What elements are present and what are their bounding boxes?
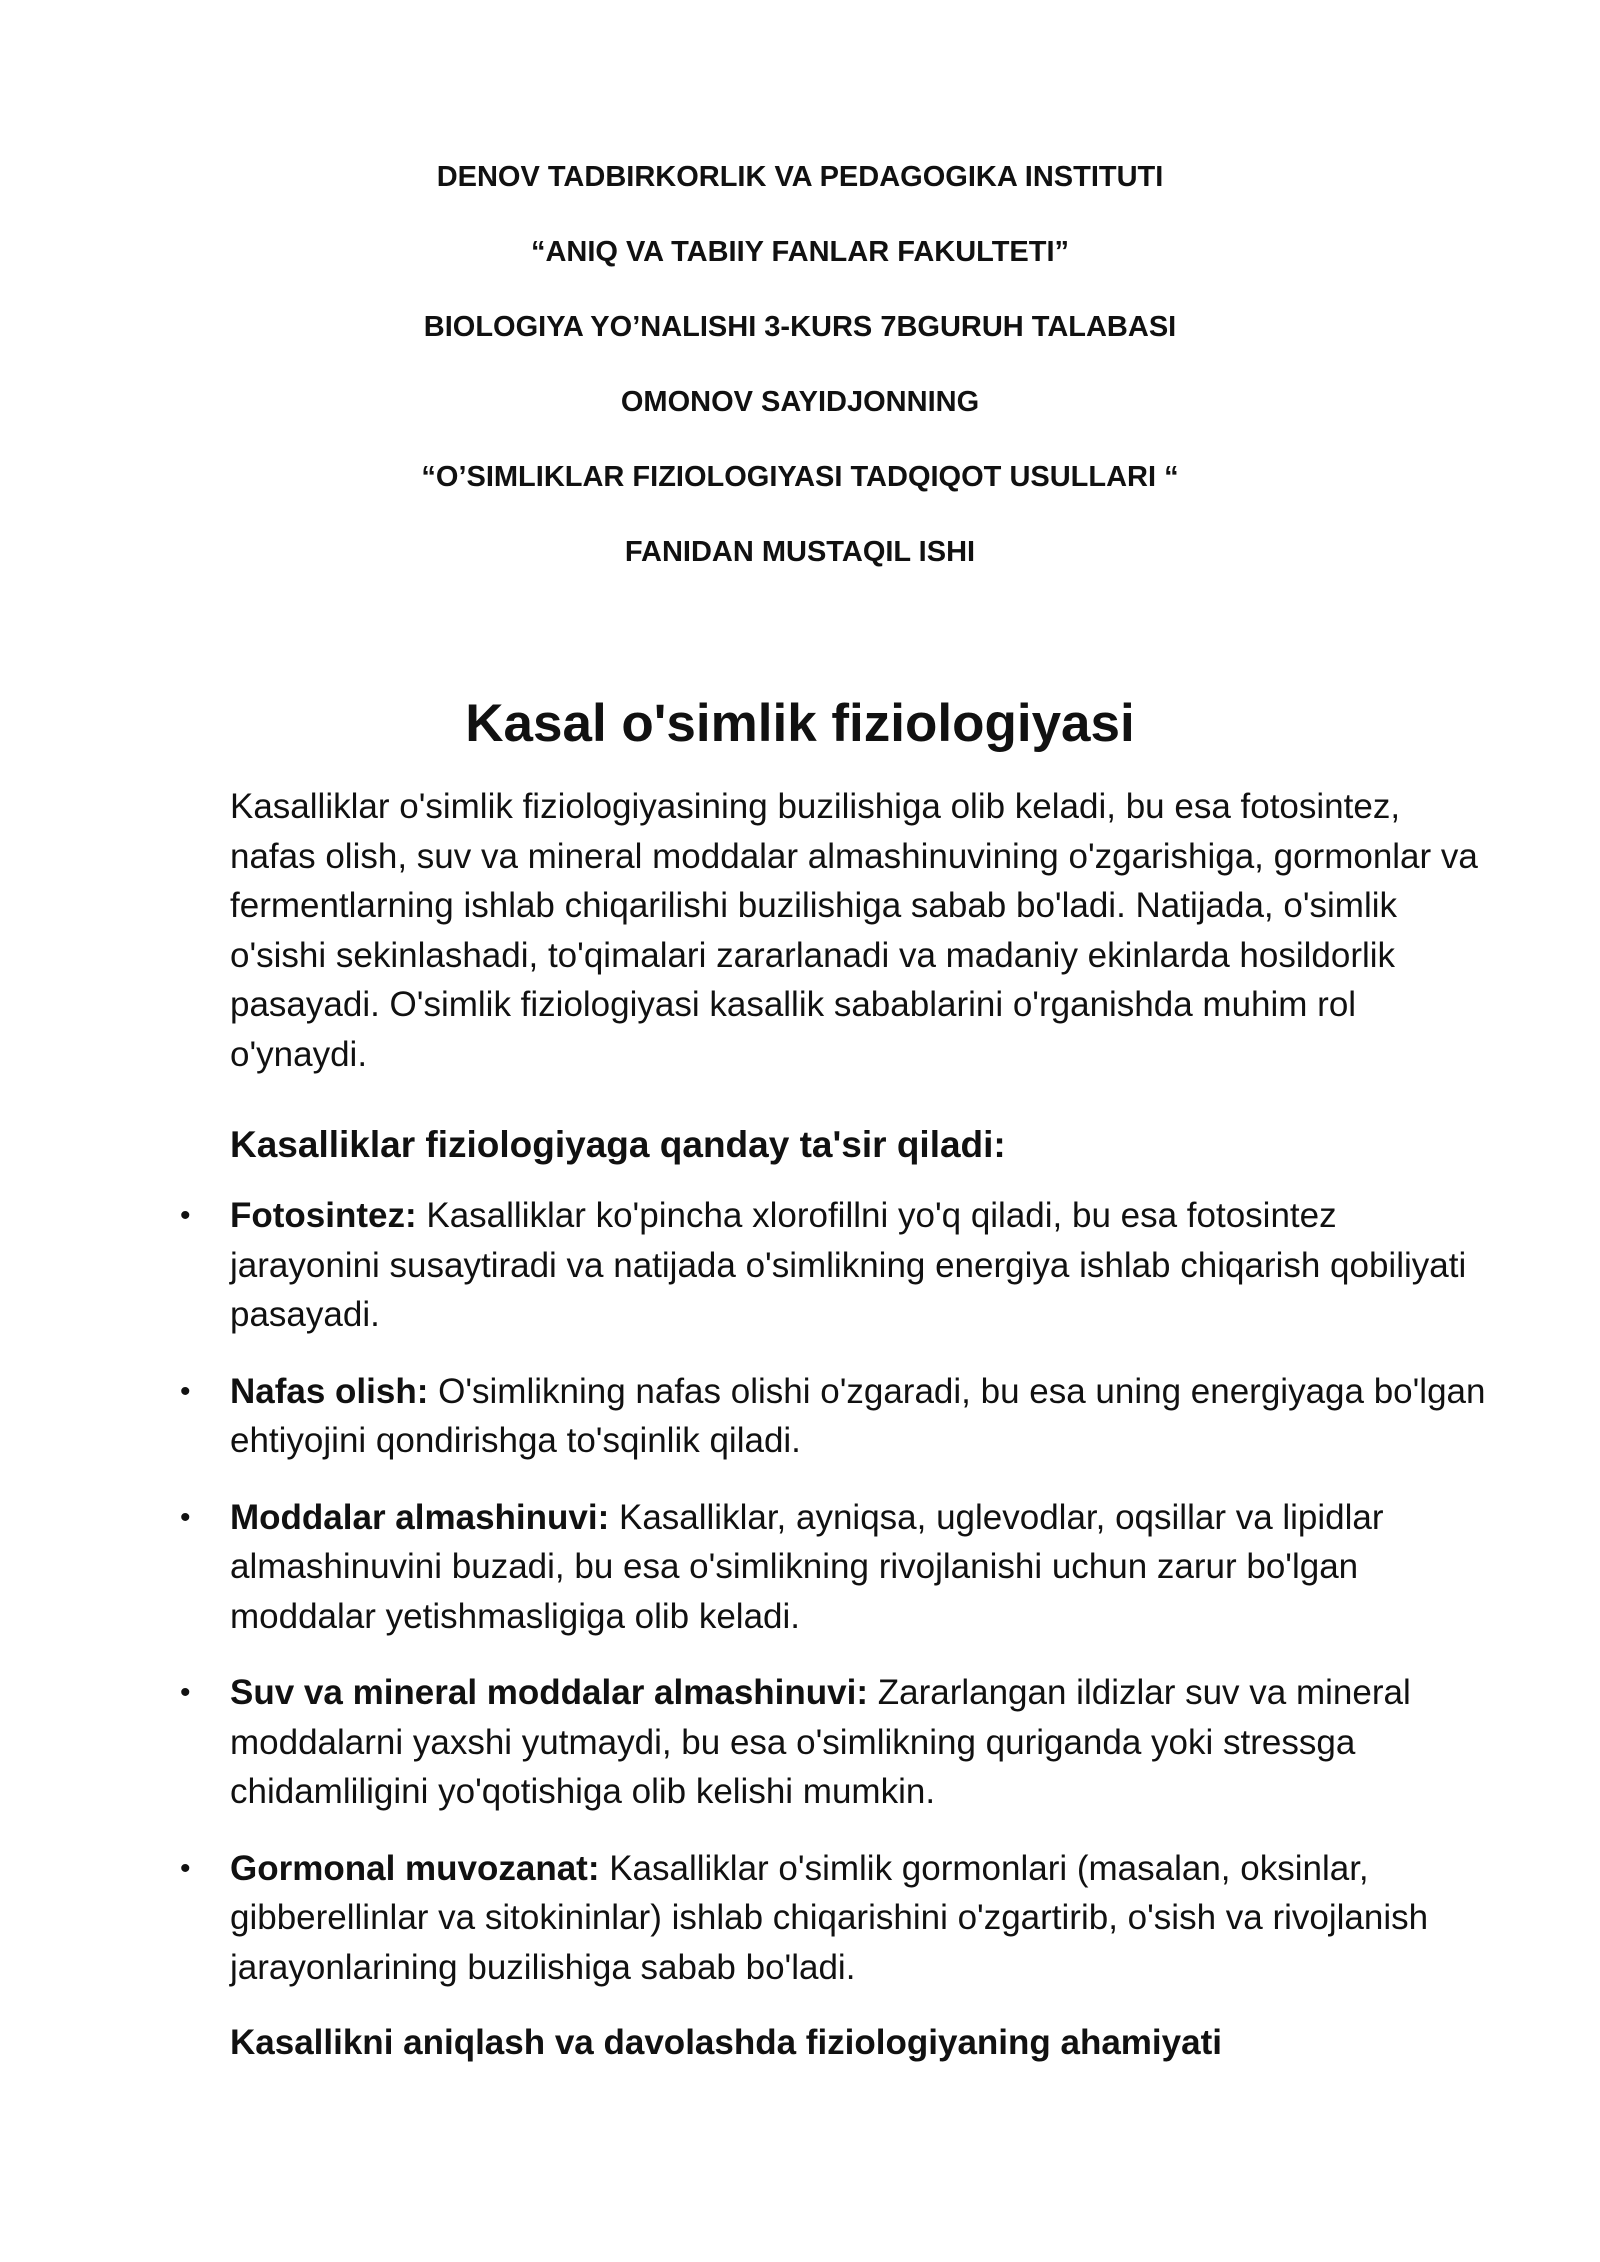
list-item-text: Kasalliklar ko'pincha xlorofillni yo'q qiladi, bu esa fotosintez jarayonini susaytiradi va natijada o'simlikning energiya ishlab chiqarish qobiliyati pasayadi. <box>230 1196 1467 1334</box>
bullet-icon: • <box>180 1199 191 1232</box>
list-item-term: Gormonal muvozanat: <box>230 1848 600 1888</box>
list-item-text: Kasalliklar o'simlik gormonlari (masalan, oksinlar, gibberellinlar va sitokininlar) ishlab chiqarishini o'zgartirib, o'sish va rivojlanish jarayonlarining buzilishiga sabab bo'ladi. <box>230 1848 1429 1987</box>
list-item-term: Suv va mineral moddalar almashinuvi: <box>230 1673 868 1712</box>
section-heading: Kasalliklar fiziologiyaga qanday ta'sir qiladi: <box>230 1124 1006 1165</box>
list-item-text: Kasalliklar, ayniqsa, uglevodlar, oqsillar va lipidlar almashinuvini buzadi, bu esa o'simlikning rivojlanishi uchun zarur bo'lgan moddalar yetishmasligiga olib keladi. <box>230 1497 1384 1636</box>
intro-paragraph: Kasalliklar o'simlik fiziologiyasining buzilishiga olib keladi, bu esa fotosintez, nafas olish, suv va mineral moddalar almashinuvining o'zgarishiga, gormonlar va fermentlarning ishlab chiqarilishi buzilishiga sabab bo'ladi. Natijada, o'simlik o'sishi sekinlashadi, to'qimalari zararlanadi va madaniy ekinlarda hosildorlik pasayadi. O'simlik fiziologiyasi kasallik sabablarini o'rganishda muhim rol o'ynaydi. <box>230 787 1478 1074</box>
effects-list <box>180 1191 1490 1992</box>
header-faculty: “ANIQ VA TABIIY FANLAR FAKULTETI” <box>530 236 1070 268</box>
list-item-term: Fotosintez: <box>230 1196 417 1235</box>
bullet-icon: • <box>180 1851 191 1885</box>
list-item <box>180 1844 1490 1993</box>
list-item <box>180 1191 1490 1340</box>
bullet-icon: • <box>180 1500 191 1534</box>
list-item <box>180 1668 1490 1817</box>
document-title: Kasal o'simlik fiziologiyasi <box>465 694 1135 753</box>
list-item <box>180 1493 1490 1642</box>
header-institute-name: DENOV TADBIRKORLIK VA PEDAGOGIKA INSTITUTI <box>436 161 1164 193</box>
list-item <box>180 1367 1490 1466</box>
document-body <box>180 782 1490 2067</box>
final-section-heading: Kasallikni aniqlash va davolashda fiziologiyaning ahamiyati <box>230 2023 1222 2062</box>
header-student-name: OMONOV SAYIDJONNING <box>620 386 980 418</box>
list-item-term: Moddalar almashinuvi: <box>230 1497 610 1537</box>
header-work-type: FANIDAN MUSTAQIL ISHI <box>624 536 976 568</box>
bullet-icon: • <box>180 1374 191 1408</box>
header-student-group: BIOLOGIYA YO’NALISHI 3-KURS 7BGURUH TALABASI <box>423 311 1177 343</box>
bullet-icon: • <box>180 1676 191 1709</box>
header-course-name: “O’SIMLIKLAR FIZIOLOGIYASI TADQIQOT USULLARI “ <box>421 461 1179 493</box>
list-item-text: Zararlangan ildizlar suv va mineral moddalarni yaxshi yutmaydi, bu esa o'simlikning quriganda yoki stressga chidamliligini yo'qotishiga olib kelishi mumkin. <box>230 1673 1411 1811</box>
list-item-term: Nafas olish: <box>230 1371 429 1411</box>
list-item-text: O'simlikning nafas olishi o'zgaradi, bu esa uning energiyaga bo'lgan ehtiyojini qondirishga to'sqinlik qiladi. <box>230 1371 1486 1460</box>
